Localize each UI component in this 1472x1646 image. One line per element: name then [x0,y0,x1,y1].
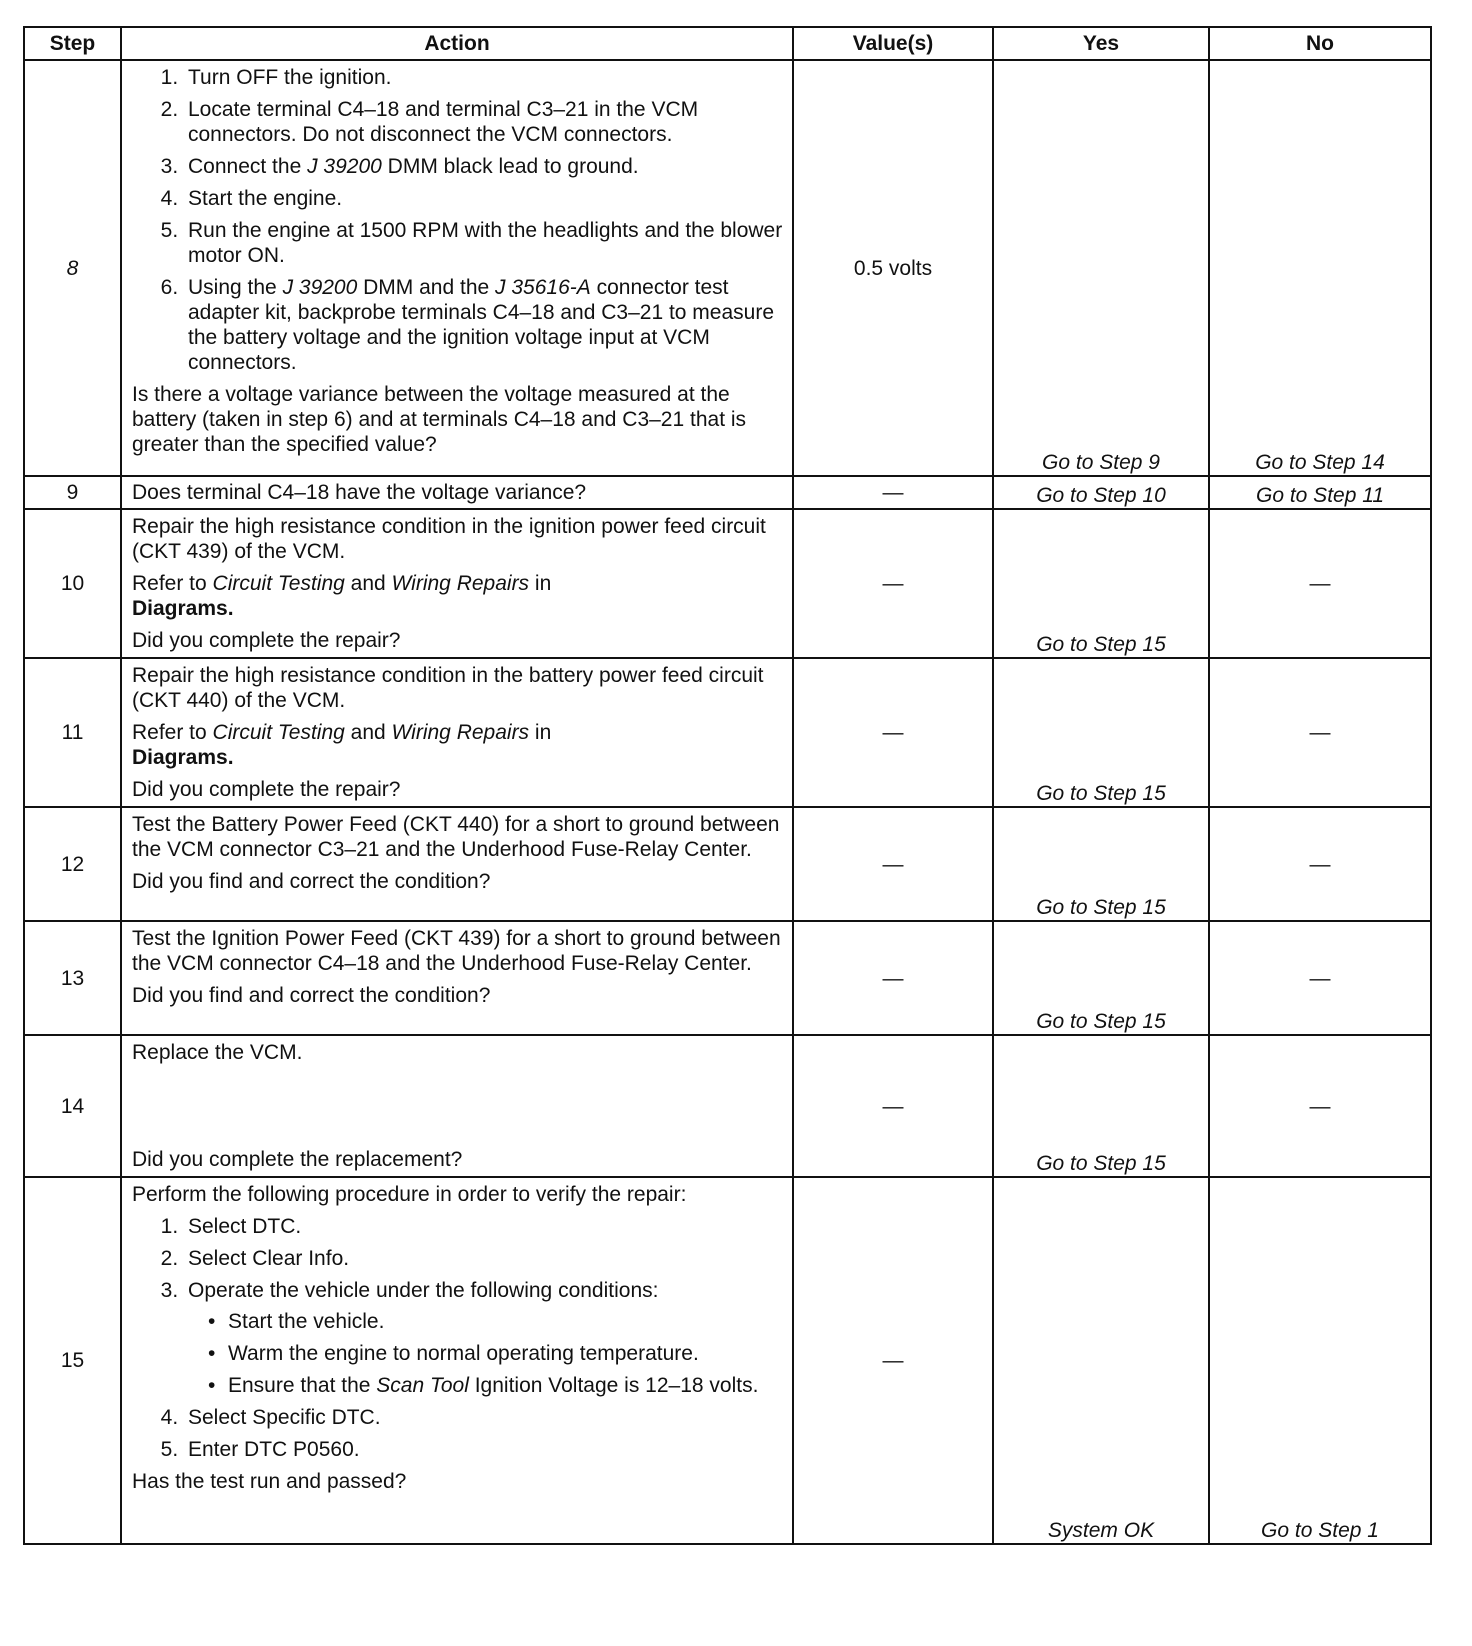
yes-cell: Go to Step 9 [993,60,1209,476]
text: Refer to [132,572,213,595]
table-row-step-12 [24,807,1431,921]
header-action: Action [121,27,793,60]
text: Operate the vehicle under the following conditions: [188,1279,659,1302]
diagnostic-table [23,26,1432,1545]
action-cell [121,1177,793,1544]
question: Did you find and correct the condition? [132,870,491,893]
step-number: 12 [24,807,121,921]
step-number: 8 [24,60,121,476]
tool-name: J 39200 [282,276,358,299]
text: DMM and the [357,276,496,299]
value-cell: — [793,807,993,921]
value-cell: 0.5 volts [793,60,993,476]
text: Refer to [132,721,213,744]
ref-link: Wiring Repairs [391,721,530,744]
no-cell: — [1209,509,1431,658]
ref-link: Circuit Testing [212,721,345,744]
ref-link: Circuit Testing [212,572,345,595]
step-number: 10 [24,509,121,658]
header-values: Value(s) [793,27,993,60]
ref-link: Wiring Repairs [391,572,530,595]
table-row-step-13 [24,921,1431,1035]
no-cell: Go to Step 14 [1209,60,1431,476]
tool-name: Scan Tool [376,1374,469,1397]
value-cell: — [793,1177,993,1544]
condition-list [188,1309,784,1398]
yes-cell: Go to Step 15 [993,658,1209,807]
text: Ignition Voltage is 12–18 volts. [468,1374,759,1397]
no-cell: Go to Step 11 [1209,476,1431,509]
list-item [184,154,784,179]
yes-cell: Go to Step 15 [993,509,1209,658]
question: Did you complete the repair? [132,629,401,652]
text: in [529,572,552,595]
value-cell: — [793,921,993,1035]
step-number: 9 [24,476,121,509]
list-item: 2. Locate terminal C4–18 and terminal C3–21 in the VCM connectors. Do not disconnect the VCM connectors. [184,97,784,147]
yes-cell: Go to Step 15 [993,1035,1209,1177]
bullet-item: • Start the vehicle. [224,1309,784,1334]
text: connector test adapter kit, backprobe terminals C4–18 and C3–21 to measure the battery voltage and the ignition voltage input at VCM connectors. [188,276,775,374]
no-cell: — [1209,658,1431,807]
question: Has the test run and passed? [132,1470,407,1493]
header-yes: Yes [993,27,1209,60]
list-item: 1. Select DTC. [184,1214,784,1239]
step-number: 15 [24,1177,121,1544]
bullet-item [224,1373,784,1398]
action-cell [121,921,793,1035]
instruction: Repair the high resistance condition in the battery power feed circuit (CKT 440) of the VCM. [132,664,764,712]
value-cell: — [793,476,993,509]
question: Did you complete the replacement? [132,1148,463,1171]
no-cell: Go to Step 1 [1209,1177,1431,1544]
yes-cell: System OK [993,1177,1209,1544]
tool-name: J 35616-A [495,276,591,299]
action-cell [121,60,793,476]
question: Did you find and correct the condition? [132,984,491,1007]
action-cell [121,509,793,658]
ref-section: Diagrams. [132,746,234,769]
list-item: 2. Select Clear Info. [184,1246,784,1271]
question: Does terminal C4–18 have the voltage variance? [132,481,587,504]
step-number: 14 [24,1035,121,1177]
header-no: No [1209,27,1431,60]
list-item: 4. Start the engine. [184,186,784,211]
text: and [344,721,392,744]
instruction: Test the Ignition Power Feed (CKT 439) for a short to ground between the VCM connector C4–18 and the Underhood Fuse-Relay Center. [132,927,781,975]
value-cell: — [793,658,993,807]
step-number: 13 [24,921,121,1035]
list-item: 4. Select Specific DTC. [184,1405,784,1430]
instruction: Repair the high resistance condition in the ignition power feed circuit (CKT 439) of the VCM. [132,515,766,563]
instruction: Perform the following procedure in order to verify the repair: [132,1183,687,1206]
table-row-step-11 [24,658,1431,807]
table-row-step-14 [24,1035,1431,1177]
list-item: 1. Turn OFF the ignition. [184,65,784,90]
tool-name: J 39200 [307,155,382,178]
ref-section: Diagrams. [132,597,234,620]
list-item: 5. Run the engine at 1500 RPM with the headlights and the blower motor ON. [184,218,784,268]
no-cell: — [1209,807,1431,921]
text: DMM black lead to ground. [381,155,639,178]
procedure-list [132,1214,784,1462]
reference [132,720,784,770]
text: in [529,721,552,744]
text: Ensure that the [228,1374,377,1397]
instruction: Test the Battery Power Feed (CKT 440) for a short to ground between the VCM connector C3–21 and the Underhood Fuse-Relay Center. [132,813,780,861]
table-row-step-9 [24,476,1431,509]
text: Connect the [188,155,308,178]
text: Using the [188,276,283,299]
yes-cell: Go to Step 15 [993,921,1209,1035]
value-cell: — [793,1035,993,1177]
question: Did you complete the repair? [132,778,401,801]
list-item: 5. Enter DTC P0560. [184,1437,784,1462]
table-row-step-10 [24,509,1431,658]
table-row-step-15 [24,1177,1431,1544]
bullet-item: • Warm the engine to normal operating temperature. [224,1341,784,1366]
list-item [184,1278,784,1398]
no-cell: — [1209,921,1431,1035]
text: and [344,572,392,595]
header-step: Step [24,27,121,60]
action-cell [121,807,793,921]
instruction: Replace the VCM. [132,1041,303,1064]
yes-cell: Go to Step 15 [993,807,1209,921]
value-cell: — [793,509,993,658]
question: Is there a voltage variance between the voltage measured at the battery (taken in step 6) and at terminals C4–18 and C3–21 that is greater than the specified value? [132,383,747,456]
table-row-step-8 [24,60,1431,476]
step-number: 11 [24,658,121,807]
action-cell [121,658,793,807]
header-row [24,27,1431,60]
procedure-list [132,65,784,375]
reference [132,571,784,621]
list-item [184,275,784,375]
yes-cell: Go to Step 10 [993,476,1209,509]
action-cell [121,476,793,509]
no-cell: — [1209,1035,1431,1177]
action-cell [121,1035,793,1177]
